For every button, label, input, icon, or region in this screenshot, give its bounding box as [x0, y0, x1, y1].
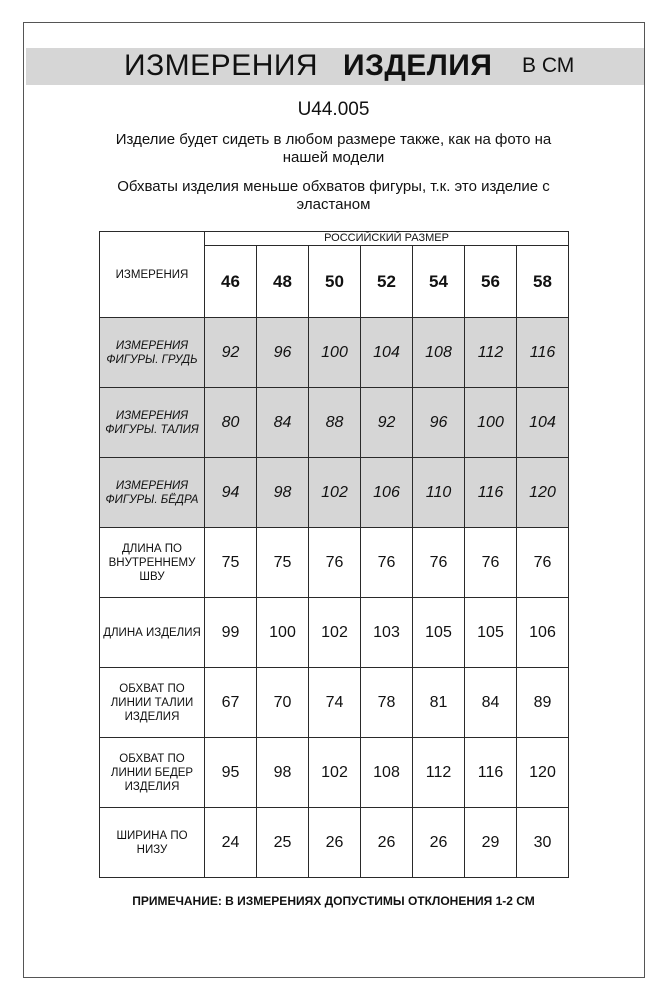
table-cell: 75 — [205, 528, 257, 598]
row-label-line: ОБХВАТ ПО — [119, 682, 185, 695]
table-cell: 112 — [413, 738, 465, 808]
size-table — [99, 231, 569, 878]
row-label-line: ИЗДЕЛИЯ — [124, 780, 180, 793]
fit-note-line: Изделие будет сидеть в любом размере также, как на фото на — [115, 131, 552, 148]
table-cell: 88 — [309, 388, 361, 458]
table-cell: 103 — [361, 598, 413, 668]
title-units: В СМ — [522, 54, 575, 77]
table-cell: 76 — [361, 528, 413, 598]
table-cell: 25 — [257, 808, 309, 878]
tolerance-footnote: ПРИМЕЧАНИЕ: В ИЗМЕРЕНИЯХ ДОПУСТИМЫ ОТКЛОНЕНИЯ 1-2 СМ — [132, 894, 535, 908]
table-cell: 106 — [517, 598, 569, 668]
row-label-line: ОБХВАТ ПО — [119, 752, 185, 765]
row-label — [100, 388, 205, 458]
title-garment: ИЗДЕЛИЯ — [343, 49, 493, 82]
table-cell: 84 — [257, 388, 309, 458]
table-row — [100, 388, 569, 458]
table-cell: 116 — [465, 738, 517, 808]
table-cell: 92 — [361, 388, 413, 458]
table-cell: 110 — [413, 458, 465, 528]
row-label — [100, 668, 205, 738]
table-cell: 67 — [205, 668, 257, 738]
fit-note — [90, 131, 577, 167]
table-cell: 120 — [517, 458, 569, 528]
row-label — [100, 738, 205, 808]
row-label — [100, 808, 205, 878]
row-label — [100, 458, 205, 528]
row-label-line: ЛИНИИ БЕДЕР — [110, 766, 194, 779]
table-cell: 100 — [465, 388, 517, 458]
table-row — [100, 528, 569, 598]
table-cell: 96 — [257, 318, 309, 388]
row-label — [100, 528, 205, 598]
row-label-line: НИЗУ — [136, 843, 168, 856]
table-cell: 105 — [465, 598, 517, 668]
row-label-line: ФИГУРЫ. БЁДРА — [105, 493, 199, 506]
size-column-header: 46 — [205, 246, 257, 318]
table-cell: 84 — [465, 668, 517, 738]
table-cell: 80 — [205, 388, 257, 458]
table-cell: 76 — [309, 528, 361, 598]
table-cell: 24 — [205, 808, 257, 878]
row-label-line: ИЗДЕЛИЯ — [124, 710, 180, 723]
table-cell: 102 — [309, 598, 361, 668]
table-row — [100, 598, 569, 668]
table-cell: 116 — [465, 458, 517, 528]
table-cell: 106 — [361, 458, 413, 528]
row-label-line: ИЗМЕРЕНИЯ — [115, 479, 189, 492]
table-cell: 108 — [413, 318, 465, 388]
table-cell: 76 — [465, 528, 517, 598]
row-label-line: ФИГУРЫ. ТАЛИЯ — [105, 423, 199, 436]
table-cell: 98 — [257, 458, 309, 528]
table-cell: 76 — [517, 528, 569, 598]
size-column-header: 48 — [257, 246, 309, 318]
size-column-header: 50 — [309, 246, 361, 318]
table-cell: 104 — [361, 318, 413, 388]
table-cell: 100 — [309, 318, 361, 388]
table-cell: 29 — [465, 808, 517, 878]
table-cell: 102 — [309, 458, 361, 528]
table-cell: 116 — [517, 318, 569, 388]
title-measurements: ИЗМЕРЕНИЯ — [124, 49, 319, 82]
elastic-note — [90, 178, 577, 214]
table-cell: 105 — [413, 598, 465, 668]
table-cell: 120 — [517, 738, 569, 808]
table-cell: 98 — [257, 738, 309, 808]
row-label-line: ИЗМЕРЕНИЯ — [115, 409, 189, 422]
table-cell: 94 — [205, 458, 257, 528]
row-label-line: ВНУТРЕННЕМУ — [108, 556, 196, 569]
table-cell: 26 — [309, 808, 361, 878]
table-cell: 74 — [309, 668, 361, 738]
table-cell: 70 — [257, 668, 309, 738]
row-label-line: ЛИНИИ ТАЛИИ — [110, 696, 194, 709]
table-row — [100, 458, 569, 528]
table-cell: 30 — [517, 808, 569, 878]
table-cell: 104 — [517, 388, 569, 458]
table-row — [100, 808, 569, 878]
row-label-line: ИЗМЕРЕНИЯ — [115, 339, 189, 352]
measurements-header: ИЗМЕРЕНИЯ — [100, 232, 205, 318]
table-cell: 75 — [257, 528, 309, 598]
table-cell: 96 — [413, 388, 465, 458]
article-code: U44.005 — [297, 99, 370, 120]
table-cell: 112 — [465, 318, 517, 388]
row-label-line: ДЛИНА ИЗДЕЛИЯ — [103, 626, 201, 639]
row-label-line: ШВУ — [139, 570, 165, 583]
fit-note-line: нашей модели — [282, 149, 385, 166]
row-label — [100, 598, 205, 668]
table-cell: 76 — [413, 528, 465, 598]
elastic-note-line: Обхваты изделия меньше обхватов фигуры, т.к. это изделие с — [117, 178, 550, 195]
row-label — [100, 318, 205, 388]
table-header-row — [100, 232, 569, 246]
table-cell: 81 — [413, 668, 465, 738]
table-cell: 26 — [413, 808, 465, 878]
table-cell: 92 — [205, 318, 257, 388]
row-label-line: ДЛИНА ПО — [122, 542, 182, 555]
table-row — [100, 668, 569, 738]
elastic-note-line: эластаном — [296, 196, 371, 213]
table-cell: 26 — [361, 808, 413, 878]
table-cell: 102 — [309, 738, 361, 808]
size-column-header: 56 — [465, 246, 517, 318]
table-cell: 89 — [517, 668, 569, 738]
size-column-header: 58 — [517, 246, 569, 318]
table-cell: 100 — [257, 598, 309, 668]
table-cell: 95 — [205, 738, 257, 808]
table-row — [100, 318, 569, 388]
row-label-line: ФИГУРЫ. ГРУДЬ — [106, 353, 198, 366]
table-cell: 78 — [361, 668, 413, 738]
table-row — [100, 738, 569, 808]
size-table-body — [100, 232, 569, 878]
table-cell: 99 — [205, 598, 257, 668]
table-cell: 108 — [361, 738, 413, 808]
row-label-line: ШИРИНА ПО — [116, 829, 188, 842]
russian-size-header: РОССИЙСКИЙ РАЗМЕР — [205, 232, 569, 246]
size-column-header: 52 — [361, 246, 413, 318]
size-column-header: 54 — [413, 246, 465, 318]
